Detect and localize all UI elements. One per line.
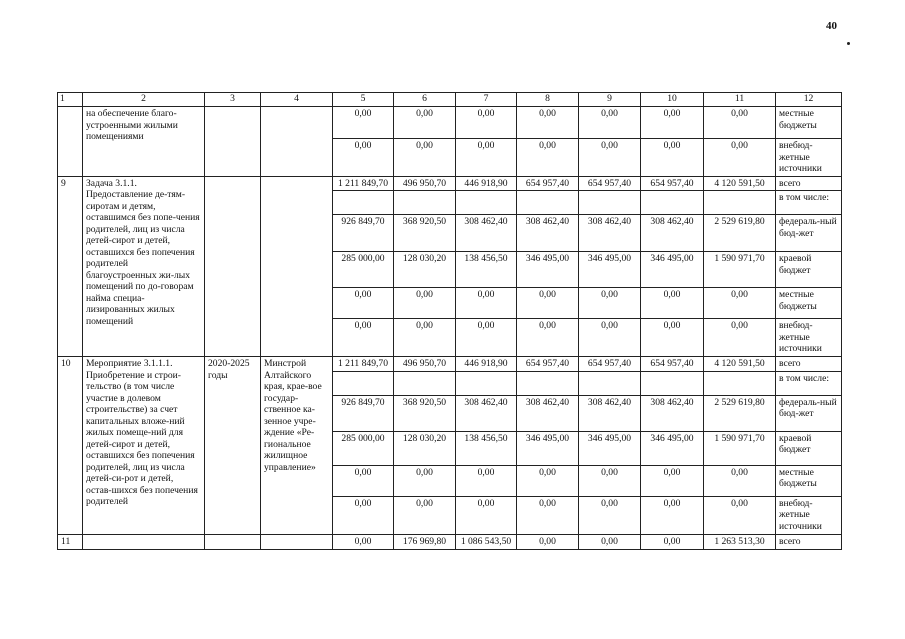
- value-cell: [579, 191, 641, 215]
- funding-source: федераль-ный бюд-жет: [776, 395, 842, 431]
- value-cell: [456, 371, 517, 395]
- header-cell: 9: [579, 93, 641, 107]
- value-cell: [456, 191, 517, 215]
- value-cell: 346 495,00: [579, 252, 641, 288]
- value-cell: 0,00: [579, 319, 641, 357]
- value-cell: 0,00: [704, 288, 776, 319]
- funding-source: внебюд-жетные источники: [776, 496, 842, 534]
- table-row: [58, 107, 842, 139]
- value-cell: 0,00: [333, 319, 394, 357]
- row-period: [205, 534, 261, 549]
- header-cell: 7: [456, 93, 517, 107]
- value-cell: [394, 371, 456, 395]
- header-cell: 10: [641, 93, 704, 107]
- header-row: [58, 93, 842, 107]
- row-description: Задача 3.1.1. Предоставление де-тям-сиротам и детям, оставшимся без попе-чения родителей, лиц из числа детей-сирот и детей, оставшихся без попечения родителей благоустроенных жи-лых помещений по до-говорам найма специа-лизированных жилых помещений: [83, 176, 205, 357]
- value-cell: 0,00: [704, 465, 776, 496]
- value-cell: 0,00: [517, 139, 579, 177]
- table-row: [58, 176, 842, 191]
- funding-source: в том числе:: [776, 371, 842, 395]
- value-cell: 176 969,80: [394, 534, 456, 549]
- value-cell: 1 211 849,70: [333, 357, 394, 372]
- header-cell: 4: [261, 93, 333, 107]
- value-cell: 0,00: [704, 319, 776, 357]
- header-cell: 2: [83, 93, 205, 107]
- value-cell: 0,00: [517, 534, 579, 549]
- funding-source: краевой бюджет: [776, 252, 842, 288]
- value-cell: 4 120 591,50: [704, 176, 776, 191]
- header-cell: 5: [333, 93, 394, 107]
- value-cell: 1 211 849,70: [333, 176, 394, 191]
- value-cell: 0,00: [579, 534, 641, 549]
- value-cell: 0,00: [333, 465, 394, 496]
- row-number: [58, 107, 83, 177]
- value-cell: 308 462,40: [517, 215, 579, 252]
- funding-source: федераль-ный бюд-жет: [776, 215, 842, 252]
- row-period: 2020-2025 годы: [205, 357, 261, 535]
- row-number: 11: [58, 534, 83, 549]
- value-cell: 0,00: [704, 107, 776, 139]
- value-cell: 926 849,70: [333, 215, 394, 252]
- value-cell: 2 529 619,80: [704, 215, 776, 252]
- value-cell: [579, 371, 641, 395]
- value-cell: 308 462,40: [641, 395, 704, 431]
- value-cell: 308 462,40: [456, 215, 517, 252]
- value-cell: 446 918,90: [456, 176, 517, 191]
- value-cell: 2 529 619,80: [704, 395, 776, 431]
- row-executor: [261, 107, 333, 177]
- value-cell: 4 120 591,50: [704, 357, 776, 372]
- funding-source: всего: [776, 357, 842, 372]
- header-cell: 11: [704, 93, 776, 107]
- value-cell: 1 263 513,30: [704, 534, 776, 549]
- value-cell: 0,00: [394, 139, 456, 177]
- funding-source: местные бюджеты: [776, 107, 842, 139]
- value-cell: 654 957,40: [517, 357, 579, 372]
- row-description: [83, 534, 205, 549]
- value-cell: 1 086 543,50: [456, 534, 517, 549]
- header-cell: 6: [394, 93, 456, 107]
- row-number: 9: [58, 176, 83, 357]
- value-cell: 0,00: [579, 465, 641, 496]
- value-cell: 0,00: [641, 534, 704, 549]
- row-description: на обеспечение благо-устроенными жилыми помещениями: [83, 107, 205, 177]
- value-cell: 0,00: [517, 465, 579, 496]
- value-cell: 308 462,40: [517, 395, 579, 431]
- value-cell: 654 957,40: [641, 357, 704, 372]
- table-row: [58, 357, 842, 372]
- value-cell: 0,00: [641, 465, 704, 496]
- value-cell: 0,00: [517, 288, 579, 319]
- row-executor: [261, 534, 333, 549]
- value-cell: 0,00: [394, 288, 456, 319]
- value-cell: 346 495,00: [517, 431, 579, 465]
- value-cell: 0,00: [517, 496, 579, 534]
- value-cell: 138 456,50: [456, 252, 517, 288]
- value-cell: 0,00: [517, 319, 579, 357]
- value-cell: [704, 371, 776, 395]
- value-cell: 0,00: [704, 139, 776, 177]
- value-cell: 0,00: [579, 496, 641, 534]
- value-cell: 346 495,00: [517, 252, 579, 288]
- program-table: [57, 92, 842, 550]
- value-cell: [333, 371, 394, 395]
- value-cell: 654 957,40: [579, 176, 641, 191]
- row-period: [205, 107, 261, 177]
- value-cell: 0,00: [456, 496, 517, 534]
- value-cell: 0,00: [333, 139, 394, 177]
- value-cell: 308 462,40: [579, 395, 641, 431]
- value-cell: [641, 191, 704, 215]
- header-cell: 1: [58, 93, 83, 107]
- value-cell: 128 030,20: [394, 431, 456, 465]
- funding-source: внебюд-жетные источники: [776, 139, 842, 177]
- funding-source: в том числе:: [776, 191, 842, 215]
- value-cell: 0,00: [641, 496, 704, 534]
- funding-source: всего: [776, 534, 842, 549]
- row-executor: [261, 176, 333, 357]
- value-cell: 0,00: [641, 107, 704, 139]
- value-cell: [517, 371, 579, 395]
- value-cell: 0,00: [456, 139, 517, 177]
- value-cell: 138 456,50: [456, 431, 517, 465]
- value-cell: 0,00: [456, 288, 517, 319]
- value-cell: 0,00: [394, 319, 456, 357]
- value-cell: 368 920,50: [394, 215, 456, 252]
- value-cell: 346 495,00: [579, 431, 641, 465]
- value-cell: [517, 191, 579, 215]
- funding-source: местные бюджеты: [776, 465, 842, 496]
- value-cell: 0,00: [641, 288, 704, 319]
- value-cell: 0,00: [579, 288, 641, 319]
- value-cell: 0,00: [517, 107, 579, 139]
- value-cell: [333, 191, 394, 215]
- value-cell: 496 950,70: [394, 176, 456, 191]
- header-cell: 3: [205, 93, 261, 107]
- scan-dot: [847, 42, 850, 45]
- value-cell: 1 590 971,70: [704, 431, 776, 465]
- funding-source: краевой бюджет: [776, 431, 842, 465]
- value-cell: 308 462,40: [641, 215, 704, 252]
- page-number: 40: [826, 20, 837, 32]
- value-cell: 0,00: [394, 107, 456, 139]
- value-cell: [641, 371, 704, 395]
- value-cell: 368 920,50: [394, 395, 456, 431]
- value-cell: 346 495,00: [641, 252, 704, 288]
- table-row: [58, 534, 842, 549]
- value-cell: 0,00: [333, 496, 394, 534]
- value-cell: 0,00: [704, 496, 776, 534]
- value-cell: 0,00: [579, 139, 641, 177]
- value-cell: 0,00: [394, 465, 456, 496]
- value-cell: 285 000,00: [333, 252, 394, 288]
- value-cell: 926 849,70: [333, 395, 394, 431]
- value-cell: 128 030,20: [394, 252, 456, 288]
- value-cell: 0,00: [456, 319, 517, 357]
- row-number: 10: [58, 357, 83, 535]
- value-cell: 0,00: [456, 107, 517, 139]
- funding-source: местные бюджеты: [776, 288, 842, 319]
- value-cell: [394, 191, 456, 215]
- row-executor: Минстрой Алтайского края, крае-вое государ-ственное ка-зенное учре-ждение «Ре-гиональное жилищное управление»: [261, 357, 333, 535]
- value-cell: 654 957,40: [641, 176, 704, 191]
- value-cell: 0,00: [579, 107, 641, 139]
- value-cell: 285 000,00: [333, 431, 394, 465]
- row-description: Мероприятие 3.1.1.1. Приобретение и строи-тельство (в том числе участие в долевом строительстве) за счет капитальных вложе-ний жилых помеще-ний для детей-сирот и детей, оставшихся без попечения родителей, лиц из числа детей-си-рот и детей, остав-шихся без попечения родителей: [83, 357, 205, 535]
- value-cell: [704, 191, 776, 215]
- value-cell: 0,00: [641, 139, 704, 177]
- value-cell: 0,00: [456, 465, 517, 496]
- value-cell: 1 590 971,70: [704, 252, 776, 288]
- header-cell: 8: [517, 93, 579, 107]
- value-cell: 446 918,90: [456, 357, 517, 372]
- value-cell: 346 495,00: [641, 431, 704, 465]
- row-period: [205, 176, 261, 357]
- value-cell: 496 950,70: [394, 357, 456, 372]
- value-cell: 0,00: [394, 496, 456, 534]
- value-cell: 654 957,40: [579, 357, 641, 372]
- value-cell: 0,00: [333, 534, 394, 549]
- funding-source: внебюд-жетные источники: [776, 319, 842, 357]
- value-cell: 0,00: [333, 288, 394, 319]
- funding-source: всего: [776, 176, 842, 191]
- value-cell: 654 957,40: [517, 176, 579, 191]
- value-cell: 308 462,40: [456, 395, 517, 431]
- value-cell: 0,00: [641, 319, 704, 357]
- value-cell: 308 462,40: [579, 215, 641, 252]
- header-cell: 12: [776, 93, 842, 107]
- value-cell: 0,00: [333, 107, 394, 139]
